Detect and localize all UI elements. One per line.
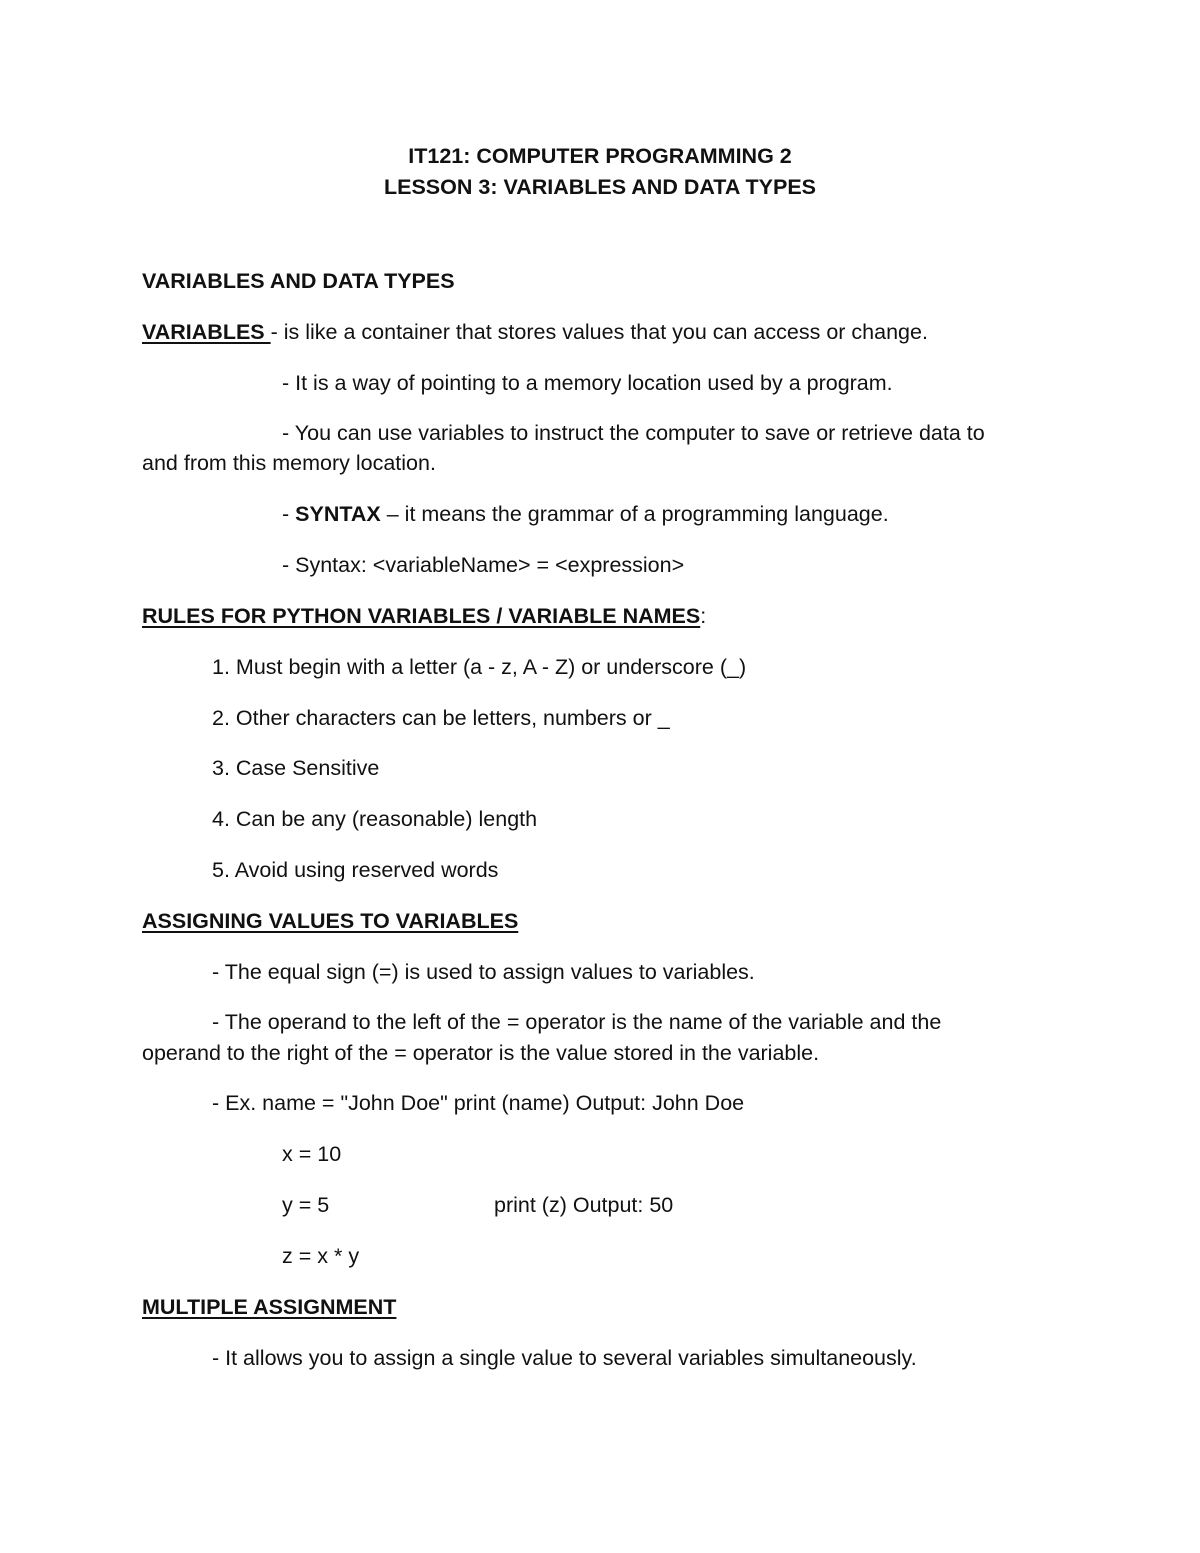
syntax-dash: - bbox=[282, 502, 296, 526]
code-z: z = x * y bbox=[282, 1244, 360, 1268]
syntax-term: SYNTAX bbox=[295, 502, 381, 526]
variables-point-1: - It is a way of pointing to a memory location used by a program. bbox=[282, 371, 893, 395]
variables-term: VARIABLES bbox=[142, 320, 271, 344]
rule-item: 2. Other characters can be letters, numbers or _ bbox=[212, 706, 670, 730]
rules-heading-suffix: : bbox=[700, 604, 707, 628]
syntax-def-text: – it means the grammar of a programming language. bbox=[380, 502, 889, 526]
assigning-point-1: - The equal sign (=) is used to assign values to variables. bbox=[212, 960, 755, 984]
code-print: print (z) Output: 50 bbox=[494, 1193, 674, 1217]
syntax-example: - Syntax: <variableName> = <expression> bbox=[282, 553, 685, 577]
assigning-example: - Ex. name = "John Doe" print (name) Output: John Doe bbox=[212, 1091, 745, 1115]
assigning-point-2-line-1: - The operand to the left of the = operator is the name of the variable and the bbox=[212, 1010, 942, 1034]
multiple-point-1: - It allows you to assign a single value to several variables simultaneously. bbox=[212, 1346, 917, 1370]
multiple-heading: MULTIPLE ASSIGNMENT bbox=[142, 1295, 397, 1319]
course-title: IT121: COMPUTER PROGRAMMING 2 bbox=[408, 144, 792, 168]
variables-definition-text: - is like a container that stores values that you can access or change. bbox=[270, 320, 928, 344]
assigning-point-2-line-2: operand to the right of the = operator is the value stored in the variable. bbox=[142, 1041, 820, 1065]
code-x: x = 10 bbox=[282, 1142, 342, 1166]
section-title: VARIABLES AND DATA TYPES bbox=[142, 269, 455, 293]
variables-point-2-line-1: - You can use variables to instruct the computer to save or retrieve data to bbox=[282, 421, 985, 445]
rules-heading-text: RULES FOR PYTHON VARIABLES / VARIABLE NAMES bbox=[142, 604, 701, 628]
rule-item: 4. Can be any (reasonable) length bbox=[212, 807, 538, 831]
variables-point-2-line-2: and from this memory location. bbox=[142, 451, 436, 475]
rules-heading bbox=[142, 603, 706, 629]
assigning-heading: ASSIGNING VALUES TO VARIABLES bbox=[142, 909, 519, 933]
rule-item: 1. Must begin with a letter (a - z, A - Z) or underscore (_) bbox=[212, 655, 747, 679]
rule-item: 3. Case Sensitive bbox=[212, 756, 380, 780]
lesson-title: LESSON 3: VARIABLES AND DATA TYPES bbox=[383, 175, 817, 199]
code-y: y = 5 bbox=[282, 1193, 330, 1217]
syntax-definition bbox=[282, 501, 889, 527]
variables-definition bbox=[142, 319, 928, 345]
rule-item: 5. Avoid using reserved words bbox=[212, 858, 499, 882]
